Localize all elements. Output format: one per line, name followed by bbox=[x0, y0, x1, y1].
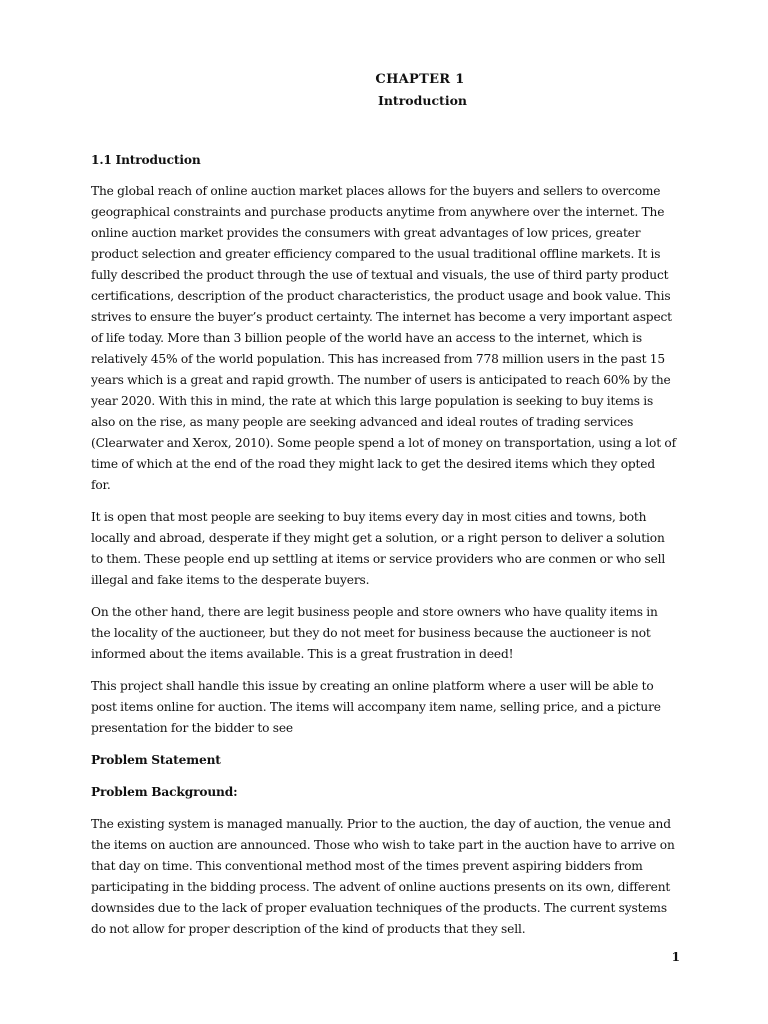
paragraph: The existing system is managed manually. Prior to the auction, the day of auction, the venue and the items on auction are announced. Those who wish to take part in the auction have to arrive on that day on time. This conventional method most of the times prevent aspiring bidders from participating in the bidding process. The advent of online auctions presents on its own, different downsides due to the lack of proper evaluation techniques of the products. The current systems do not allow for proper description of the kind of products that they sell. bbox=[91, 817, 675, 936]
paragraph: The global reach of online auction market places allows for the buyers and sellers to overcome geographical constraints and purchase products anytime from anywhere over the internet. The online auction market provides the consumers with great advantages of low prices, greater product selection and greater efficiency compared to the usual traditional offline markets. It is fully described the product through the use of textual and visuals, the use of third party product certifications, description of the product characteristics, the product usage and book value. This strives to ensure the buyer’s product certainty. The internet has become a very important aspect of life today. More than 3 billion people of the world have an access to the internet, which is relatively 45% of the world population. This has increased from 778 million users in the past 15 years which is a great and rapid growth. The number of users is anticipated to reach 60% by the year 2020. With this in mind, the rate at which this large population is seeking to buy items is also on the rise, as many people are seeking advanced and ideal routes of trading services (Clearwater and Xerox, 2010). Some people spend a lot of money on transportation, using a lot of time of which at the end of the road they might lack to get the desired items which they opted for. bbox=[91, 184, 676, 492]
page-number: 1 bbox=[671, 950, 680, 964]
section-heading-problem-background: Problem Background: bbox=[91, 785, 238, 799]
section-heading-problem-statement: Problem Statement bbox=[91, 753, 221, 767]
document-body bbox=[91, 150, 676, 951]
paragraph: On the other hand, there are legit business people and store owners who have quality items in the locality of the auctioneer, but they do not meet for business because the auctioneer is not informed about the items available. This is a great frustration in deed! bbox=[91, 605, 658, 661]
chapter-subtitle: Introduction bbox=[377, 93, 468, 108]
chapter-title: CHAPTER 1 bbox=[375, 72, 465, 87]
paragraph: This project shall handle this issue by creating an online platform where a user will be able to post items online for auction. The items will accompany item name, selling price, and a picture presentation for the bidder to see bbox=[91, 679, 661, 735]
section-heading-introduction: 1.1 Introduction bbox=[91, 153, 201, 167]
paragraph: It is open that most people are seeking to buy items every day in most cities and towns, both locally and abroad, desperate if they might get a solution, or a right person to deliver a solution to them. These people end up settling at items or service providers who are conmen or who sell illegal and fake items to the desperate buyers. bbox=[91, 510, 666, 587]
